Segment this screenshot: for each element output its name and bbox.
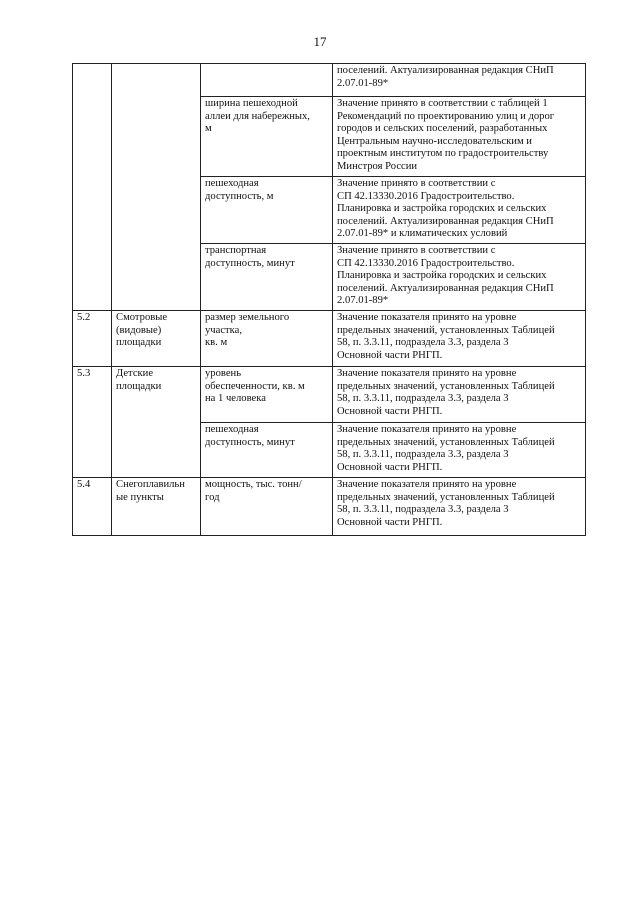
page-number: 17 bbox=[313, 34, 327, 49]
indicator-cell bbox=[201, 423, 333, 478]
justification-cell bbox=[333, 367, 586, 423]
justification-text: Значение показателя принято на уровне предельных значений, установленных Таблицей 58, п. 3.3.11, подраздела 3.3, раздела 3 Основной части РНГП. bbox=[337, 312, 555, 361]
justification-text: Значение принято в соответствии с СП 42.13330.2016 Градостроительство. Планировка и застройка городских и сельских поселений. Актуализированная редакция СНиП 2.07.01-89* и климатических условий bbox=[337, 178, 554, 240]
standards-table bbox=[72, 63, 586, 536]
justification-cell bbox=[333, 97, 586, 177]
indicator-cell bbox=[201, 177, 333, 244]
justification-cell bbox=[333, 244, 586, 311]
indicator-cell bbox=[201, 478, 333, 536]
indicator-text: ширина пешеходной аллеи для набережных, м bbox=[205, 98, 310, 135]
indicator-cell bbox=[201, 64, 333, 97]
indicator-text: транспортная доступность, минут bbox=[205, 245, 295, 269]
row-number: 5.2 bbox=[77, 312, 91, 323]
indicator-cell bbox=[201, 367, 333, 423]
indicator-text: размер земельного участка, кв. м bbox=[205, 312, 290, 349]
justification-text: Значение показателя принято на уровне предельных значений, установленных Таблицей 58, п. 3.3.11, подраздела 3.3, раздела 3 Основной части РНГП. bbox=[337, 424, 555, 473]
row-number-cell bbox=[73, 64, 112, 311]
indicator-text: уровень обеспеченности, кв. м на 1 человека bbox=[205, 368, 305, 405]
indicator-text: пешеходная доступность, м bbox=[205, 178, 274, 202]
object-name-cell bbox=[112, 311, 201, 367]
indicator-text: мощность, тыс. тонн/ год bbox=[205, 479, 302, 503]
table-row bbox=[73, 311, 586, 367]
justification-cell bbox=[333, 177, 586, 244]
object-name-cell bbox=[112, 367, 201, 478]
justification-cell bbox=[333, 478, 586, 536]
indicator-cell bbox=[201, 244, 333, 311]
justification-text: Значение принято в соответствии с СП 42.13330.2016 Градостроительство. Планировка и застройка городских и сельских поселений. Актуализированная редакция СНиП 2.07.01-89* bbox=[337, 245, 554, 307]
row-number-cell bbox=[73, 478, 112, 536]
object-name-cell bbox=[112, 478, 201, 536]
row-number: 5.3 bbox=[77, 368, 91, 379]
justification-text: Значение принято в соответствии с таблицей 1 Рекомендаций по проектированию улиц и дорог городов и сельских поселений, разработанных Центральным научно-исследовательским и проектным институтом по градостроительству Минстроя России bbox=[337, 98, 555, 172]
object-name: Снегоплавильн ые пункты bbox=[116, 479, 185, 503]
row-number-cell bbox=[73, 311, 112, 367]
table-row bbox=[73, 64, 586, 97]
object-name: Детские площадки bbox=[116, 368, 162, 392]
indicator-cell bbox=[201, 311, 333, 367]
justification-cell bbox=[333, 64, 586, 97]
justification-text: Значение показателя принято на уровне предельных значений, установленных Таблицей 58, п. 3.3.11, подраздела 3.3, раздела 3 Основной части РНГП. bbox=[337, 479, 555, 528]
object-name-cell bbox=[112, 64, 201, 311]
row-number-cell bbox=[73, 367, 112, 478]
indicator-cell bbox=[201, 97, 333, 177]
justification-cell bbox=[333, 311, 586, 367]
object-name: Смотровые (видовые) площадки bbox=[116, 312, 168, 349]
table-row bbox=[73, 367, 586, 423]
justification-text: поселений. Актуализированная редакция СНиП 2.07.01-89* bbox=[337, 65, 554, 89]
justification-cell bbox=[333, 423, 586, 478]
justification-text: Значение показателя принято на уровне предельных значений, установленных Таблицей 58, п. 3.3.11, подраздела 3.3, раздела 3 Основной части РНГП. bbox=[337, 368, 555, 417]
row-number: 5.4 bbox=[77, 479, 91, 490]
indicator-text: пешеходная доступность, минут bbox=[205, 424, 295, 448]
table-row bbox=[73, 478, 586, 536]
